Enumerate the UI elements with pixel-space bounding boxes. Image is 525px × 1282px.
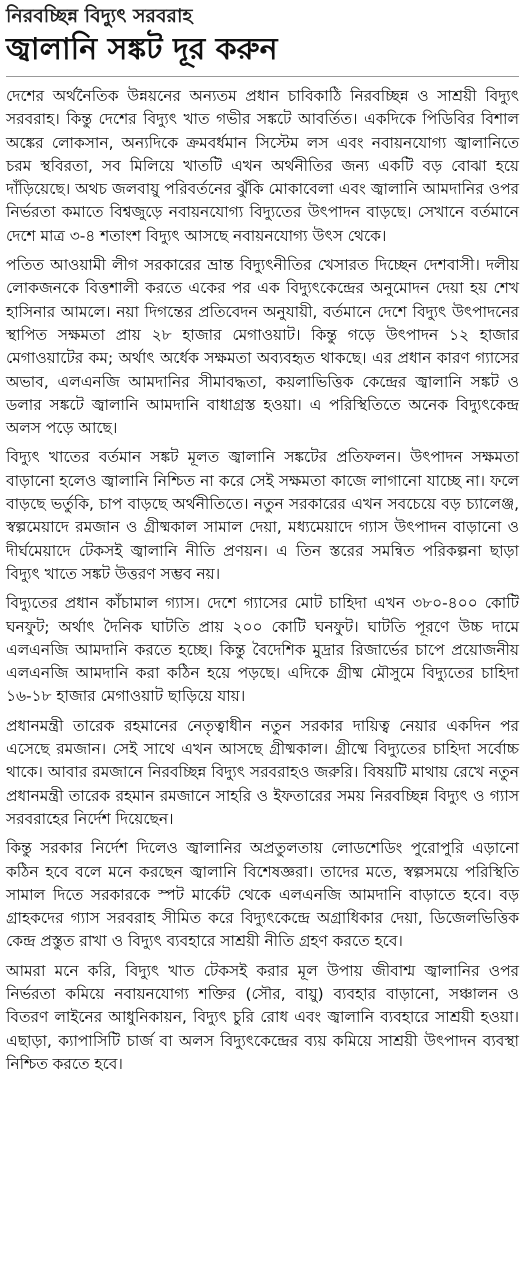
article-paragraph-1: দেশের অর্থনৈতিক উন্নয়নের অন্যতম প্রধান চাবিকাঠি নিরবচ্ছিন্ন ও সাশ্রয়ী বিদ্যুৎ সরবরাহ। কিন্তু দেশের বিদ্যুৎ খাত গভীর সঙ্কটে আবর্তিত। একদিকে পিডিবির বিশাল অঙ্কের লোকসান, অন্যদিকে ক্রমবর্ধমান সিস্টেম লস এবং নবায়নযোগ্য জ্বালানিতে চরম স্থবিরতা, সব মিলিয়ে খাতটি এখন অর্থনীতির জন্য একটি বড় বোঝা হয়ে দাঁড়িয়েছে। অথচ জলবায়ু পরিবর্তনের ঝুঁকি মোকাবেলা এবং জ্বালানি আমদানির ওপর নির্ভরতা কমাতে বিশ্বজুড়ে নবায়নযোগ্য বিদ্যুতের উৎপাদন বাড়ছে। সেখানে বর্তমানে দেশে মাত্র ৩-৪ শতাংশ বিদ্যুৎ আসছে নবায়নযোগ্য উৎস থেকে। [6, 87, 519, 245]
article-paragraph-7: আমরা মনে করি, বিদ্যুৎ খাত টেকসই করার মূল উপায় জীবাশ্ম জ্বালানির ওপর নির্ভরতা কমিয়ে নবায়নযোগ্য শক্তির (সৌর, বায়ু) ব্যবহার বাড়ানো, সঞ্চালন ও বিতরণ লাইনের আধুনিকায়ন, বিদ্যুৎ চুরি রোধ এবং জ্বালানি ব্যবহারে সাশ্রয়ী হওয়া। এছাড়া, ক্যাপাসিটি চার্জ বা অলস বিদ্যুৎকেন্দ্রের ব্যয় কমিয়ে সাশ্রয়ী উৎপাদন ব্যবস্থা নিশ্চিত করতে হবে। [6, 961, 519, 1073]
article-paragraph-4: বিদ্যুতের প্রধান কাঁচামাল গ্যাস। দেশে গ্যাসের মোট চাহিদা এখন ৩৮০-৪০০ কোটি ঘনফুট; অর্থাৎ দৈনিক ঘাটতি প্রায় ২০০ কোটি ঘনফুট। ঘাটতি পূরণে উচ্চ দামে এলএনজি আমদানি করতে হচ্ছে। কিন্তু বৈদেশিক মুদ্রার রিজার্ভের চাপে প্রয়োজনীয় এলএনজি আমদানি করা কঠিন হয়ে পড়ছে। এদিকে গ্রীষ্ম মৌসুমে বিদ্যুতের চাহিদা ১৬-১৮ হাজার মেগাওয়াট ছাড়িয়ে যায়। [6, 594, 519, 706]
article-paragraph-2: পতিত আওয়ামী লীগ সরকারের ভ্রান্ত বিদ্যুৎনীতির খেসারত দিচ্ছেন দেশবাসী। দলীয় লোকজনকে বিত্তশালী করতে একের পর এক বিদ্যুৎকেন্দ্রের অনুমোদন দেয়া হয় শেখ হাসিনার আমলে। নয়া দিগন্তের প্রতিবেদন অনুযায়ী, বর্তমানে দেশে বিদ্যুৎ উৎপাদনের স্থাপিত সক্ষমতা প্রায় ২৮ হাজার মেগাওয়াট। কিন্তু গড়ে উৎপাদন ১২ হাজার মেগাওয়াটের কম; অর্থাৎ অর্ধেক সক্ষমতা অব্যবহৃত থাকছে। এর প্রধান কারণ গ্যাসের অভাব, এলএনজি আমদানির সীমাবদ্ধতা, কয়লাভিত্তিক কেন্দ্রের জ্বালানি সঙ্কট ও ডলার সঙ্কটে জ্বালানি আমদানি বাধাগ্রস্ত হওয়া। এ পরিস্থিতিতে অনেক বিদ্যুৎকেন্দ্র অলস পড়ে আছে। [6, 256, 519, 438]
article-paragraph-3: বিদ্যুৎ খাতের বর্তমান সঙ্কট মূলত জ্বালানি সঙ্কটের প্রতিফলন। উৎপাদন সক্ষমতা বাড়ানো হলেও জ্বালানি নিশ্চিত না করে সেই সক্ষমতা কাজে লাগানো যাচ্ছে না। ফলে বাড়ছে ভর্তুকি, চাপ বাড়ছে অর্থনীতিতে। নতুন সরকারের এখন সবচেয়ে বড় চ্যালেঞ্জ, স্বল্পমেয়াদে রমজান ও গ্রীষ্মকাল সামাল দেয়া, মধ্যমেয়াদে গ্যাস উৎপাদন বাড়ানো ও দীর্ঘমেয়াদে টেকসই জ্বালানি নীতি প্রণয়ন। এ তিন স্তরের সমন্বিত পরিকল্পনা ছাড়া বিদ্যুৎ খাতে সঙ্কট উত্তরণ সম্ভব নয়। [6, 448, 519, 583]
article-body [6, 85, 519, 1076]
article-kicker: নিরবচ্ছিন্ন বিদ্যুৎ সরবরাহ [6, 5, 193, 27]
article-headline: জ্বালানি সঙ্কট দূর করুন [6, 30, 519, 77]
article-paragraph-5: প্রধানমন্ত্রী তারেক রহমানের নেতৃত্বাধীন নতুন সরকার দায়িত্ব নেয়ার একদিন পর এসেছে রমজান। সেই সাথে এখন আসছে গ্রীষ্মকাল। গ্রীষ্মে বিদ্যুতের চাহিদা সর্বোচ্চ থাকে। আবার রমজানে নিরবচ্ছিন্ন বিদ্যুৎ সরবরাহও জরুরি। বিষয়টি মাথায় রেখে নতুন প্রধানমন্ত্রী তারেক রহমান রমজানে সাহরি ও ইফতারের সময় নিরবচ্ছিন্ন বিদ্যুৎ ও গ্যাস সরবরাহের নির্দেশ দিয়েছেন। [6, 716, 519, 828]
article-paragraph-6: কিন্তু সরকার নির্দেশ দিলেও জ্বালানির অপ্রতুলতায় লোডশেডিং পুরোপুরি এড়ানো কঠিন হবে বলে মনে করছেন জ্বালানি বিশেষজ্ঞরা। তাদের মতে, স্বল্পসময়ে পরিস্থিতি সামাল দিতে সরকারকে স্পট মার্কেট থেকে এলএনজি আমদানি বাড়াতে হবে। বড় গ্রাহকদের গ্যাস সরবরাহ সীমিত করে বিদ্যুৎকেন্দ্রে অগ্রাধিকার দেয়া, ডিজেলভিত্তিক কেন্দ্র প্রস্তুত রাখা ও বিদ্যুৎ ব্যবহারে সাশ্রয়ী নীতি গ্রহণ করতে হবে। [6, 839, 519, 951]
